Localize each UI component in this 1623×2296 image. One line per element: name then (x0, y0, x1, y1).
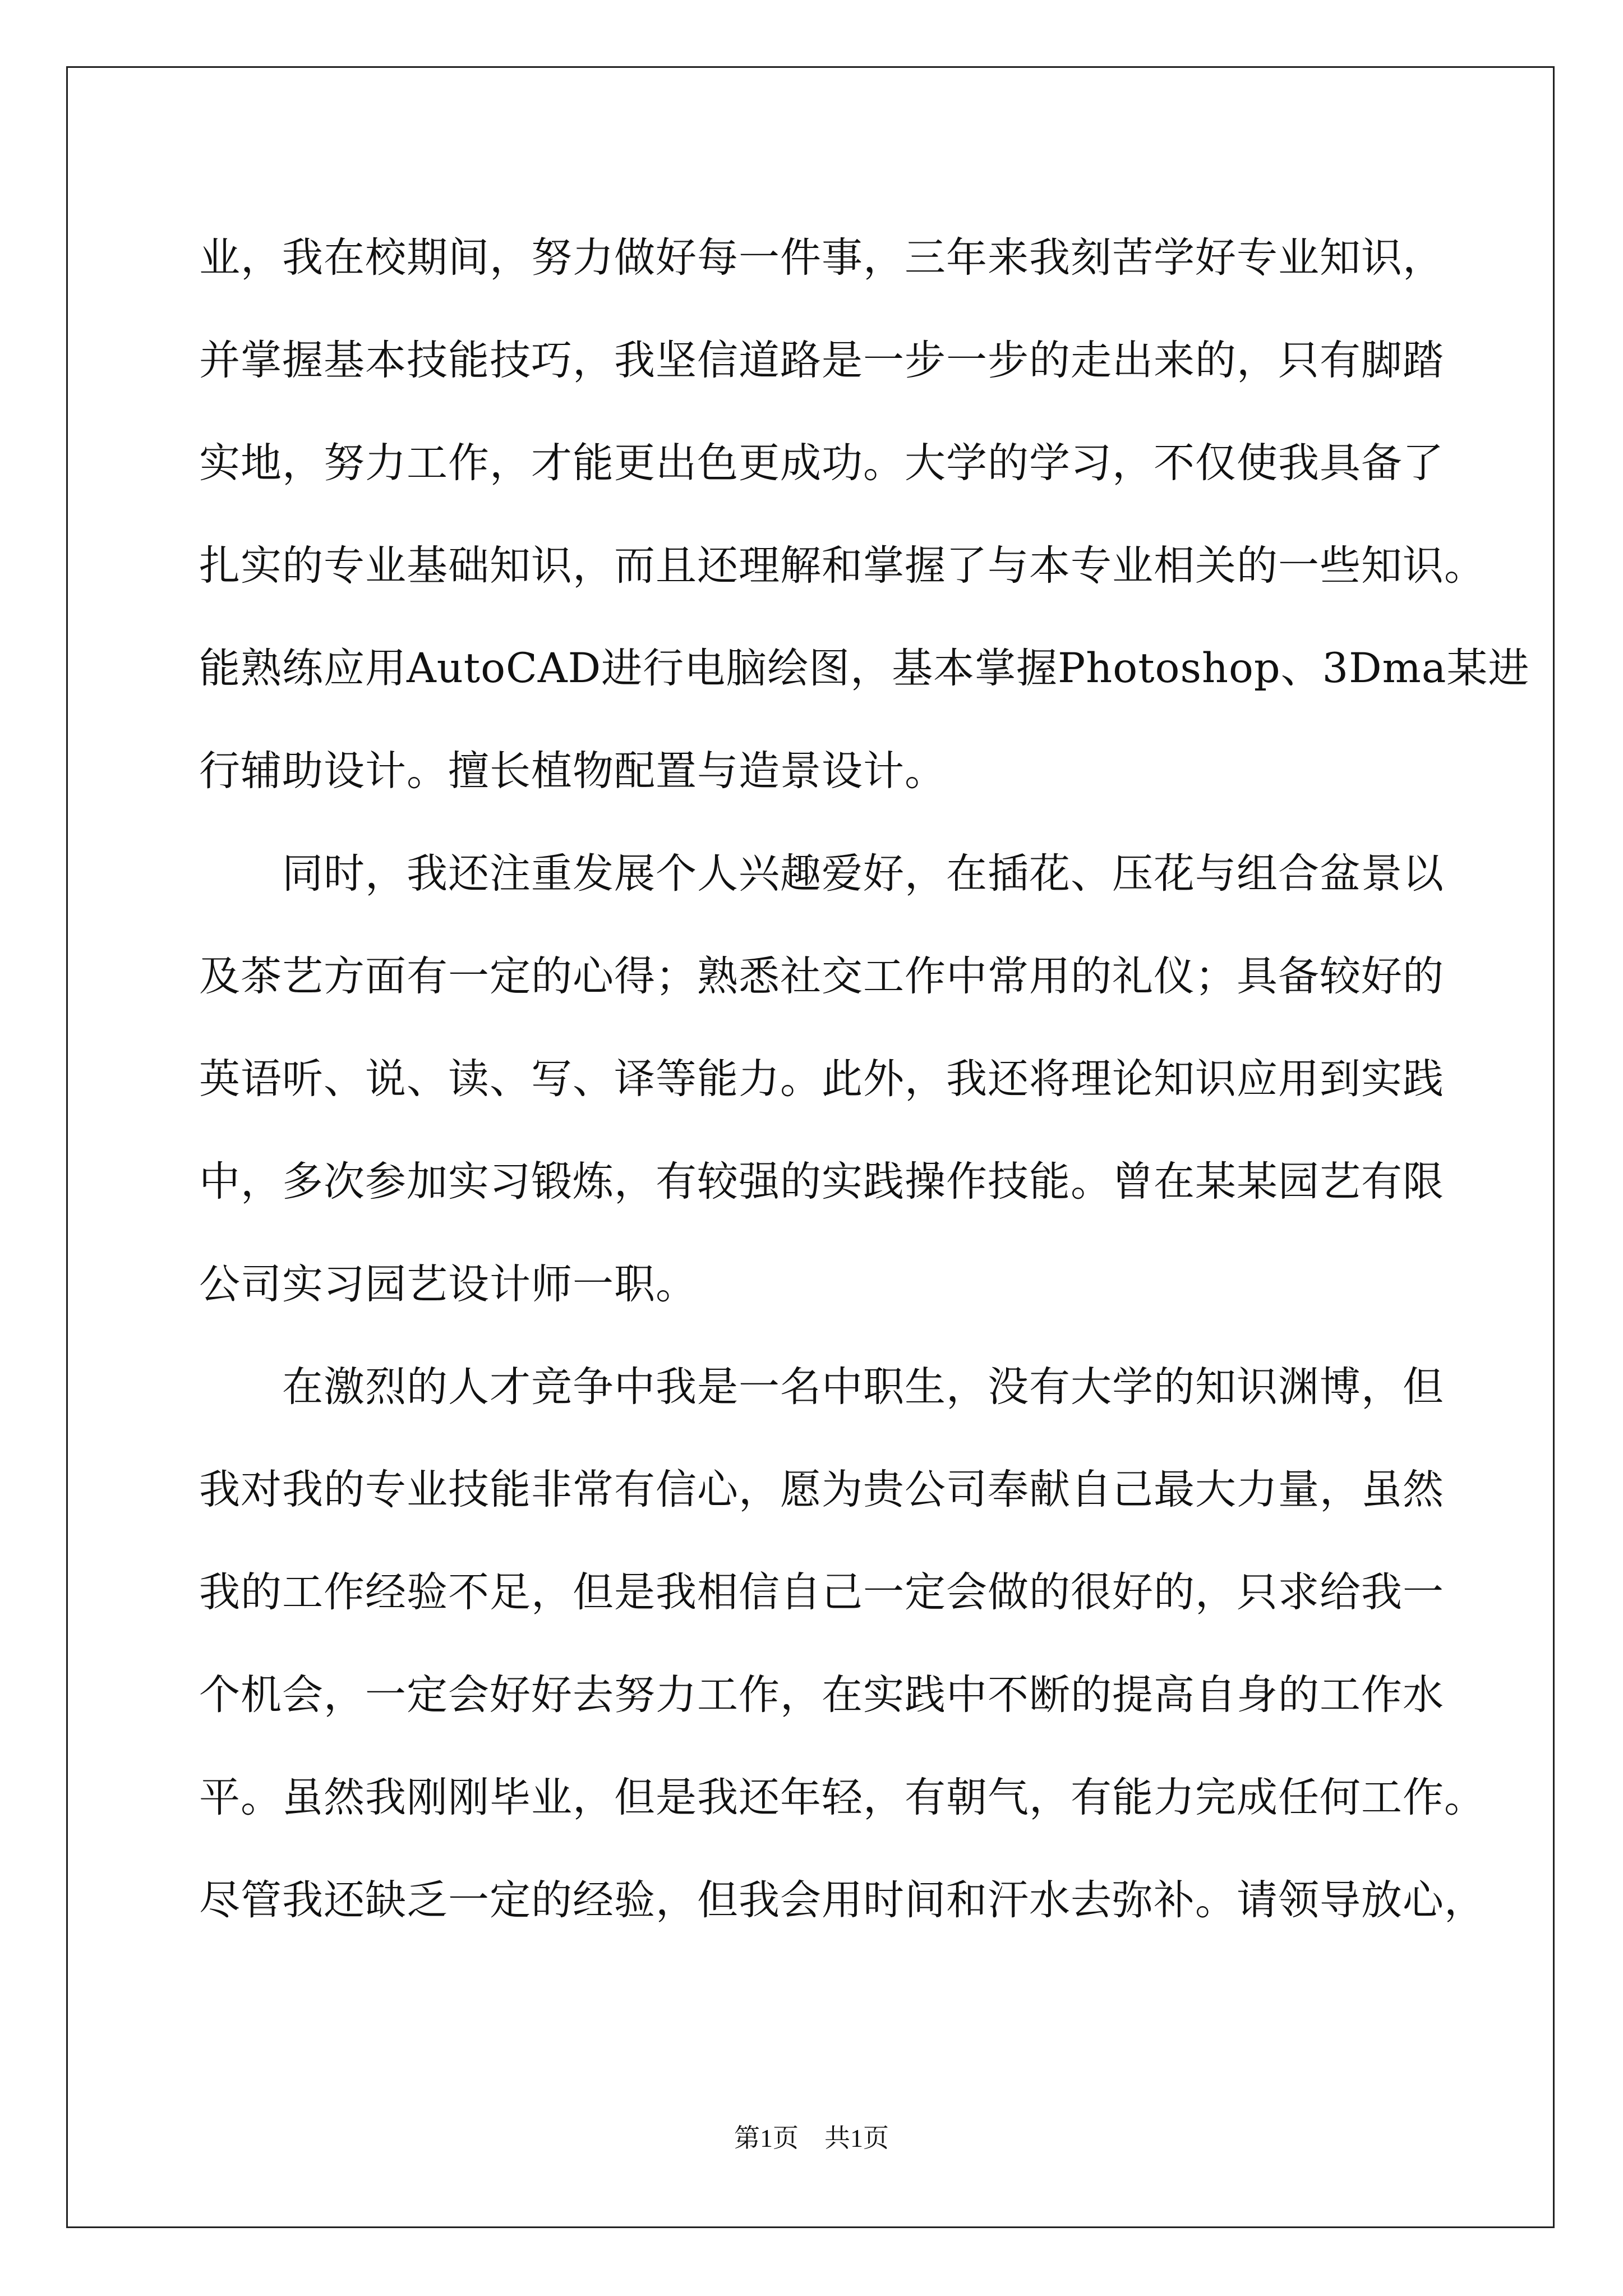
text-line: 实地，努力工作，才能更出色更成功。大学的学习，不仅使我具备了 (199, 439, 1444, 487)
text-line: 英语听、说、读、写、译等能力。此外，我还将理论知识应用到实践 (199, 1055, 1444, 1103)
text-line: 我对我的专业技能非常有信心，愿为贵公司奉献自己最大力量，虽然 (199, 1466, 1444, 1513)
text-line: 中，多次参加实习锻炼，有较强的实践操作技能。曾在某某园艺有限 (199, 1158, 1444, 1205)
document-body (199, 206, 1530, 1952)
text-line: 我的工作经验不足，但是我相信自己一定会做的很好的，只求给我一 (199, 1568, 1444, 1616)
text-line: 并掌握基本技能技巧，我坚信道路是一步一步的走出来的，只有脚踏 (199, 337, 1444, 384)
page-footer (0, 2118, 1623, 2155)
text-line: 扎实的专业基础知识，而且还理解和掌握了与本专业相关的一些知识。 (199, 542, 1486, 590)
text-line: 能熟练应用AutoCAD进行电脑绘图，基本掌握Photoshop、3Dma某进 (199, 645, 1530, 692)
text-line: 及茶艺方面有一定的心得；熟悉社交工作中常用的礼仪；具备较好的 (199, 953, 1444, 1000)
text-line: 个机会，一定会好好去努力工作，在实践中不断的提高自身的工作水 (199, 1671, 1444, 1719)
text-line: 业，我在校期间，努力做好每一件事，三年来我刻苦学好专业知识， (199, 234, 1444, 282)
paragraph-start-line: 在激烈的人才竞争中我是一名中职生，没有大学的知识渊博，但 (282, 1363, 1444, 1411)
text-line: 公司实习园艺设计师一职。 (199, 1260, 697, 1308)
text-line: 尽管我还缺乏一定的经验，但我会用时间和汗水去弥补。请领导放心， (199, 1876, 1486, 1924)
text-line: 行辅助设计。擅长植物配置与造景设计。 (199, 747, 946, 795)
text-line: 平。虽然我刚刚毕业，但是我还年轻，有朝气，有能力完成任何工作。 (199, 1774, 1486, 1821)
page-total: 共1页 (824, 2124, 889, 2152)
page-number: 第1页 (734, 2124, 799, 2152)
paragraph-start-line: 同时，我还注重发展个人兴趣爱好，在插花、压花与组合盆景以 (282, 850, 1444, 898)
